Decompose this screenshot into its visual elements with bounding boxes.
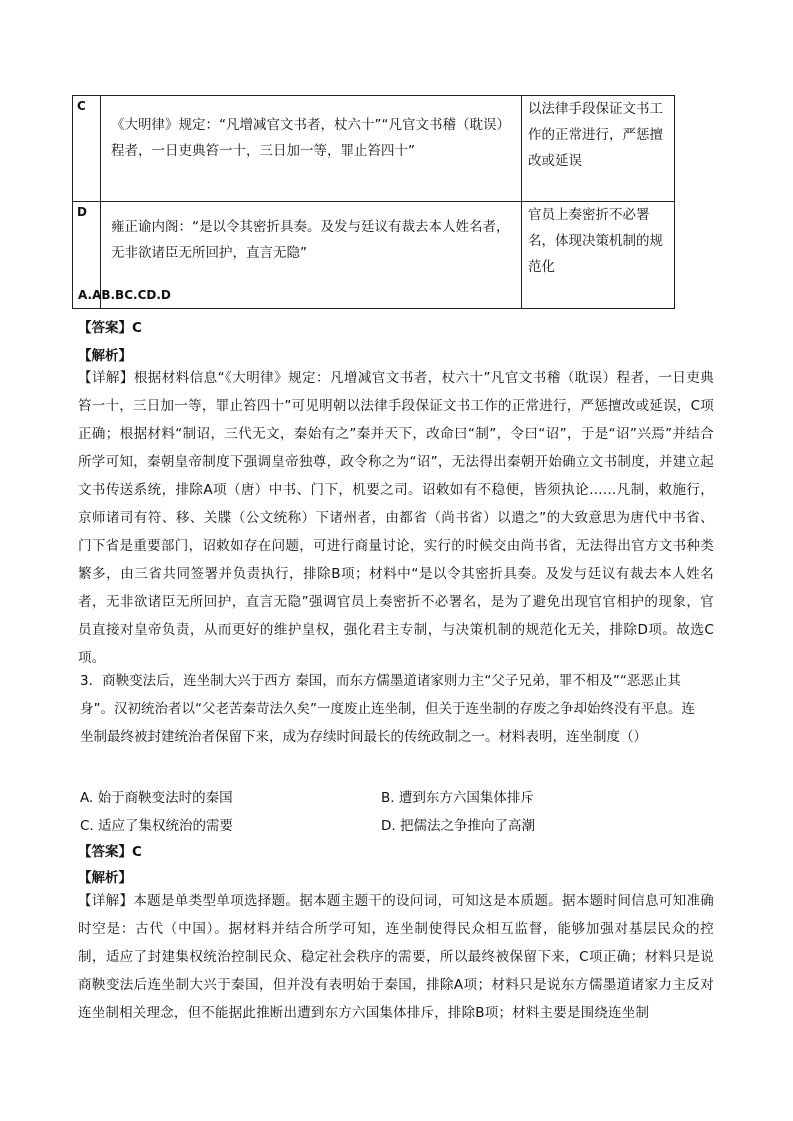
option-material: 《大明律》规定：“凡增减官文书者，杖六十”“凡官文书稽（耽误）程者，一日吏典笞一十，三日加一等，罪止笞四十” [101,96,522,202]
q3-analysis-label: 【解析】 [78,870,132,886]
q3-option-c: C. 适应了集权统治的需要 [80,818,234,834]
option-letter: D [73,202,101,309]
option-conclusion: 以法律手段保证文书工作的正常进行，严惩擅改或延误 [522,96,675,202]
q2-answer-label: 【答案】C [78,320,142,336]
q2-analysis-label: 【解析】 [78,348,132,364]
option-material: 雍正谕内阁：“是以令其密折具奏。及发与廷议有裁去本人姓名者，无非欲诸臣无所回护，直言无隐” [101,202,522,309]
q2-detail-explanation: 【详解】根据材料信息“《大明律》规定：凡增减官文书者，杖六十”凡官文书稽（耽误）程者，一日吏典笞一十，三日加一等，罪止笞四十”可见明朝以法律手段保证文书工作的正常进行，严惩擅改或延误，C项正确；根据材料“制诏，三代无文，秦始有之”秦并天下，改命曰“制”，令曰“诏”，于是“诏”兴焉”并结合所学可知，秦朝皇帝制度下强调皇帝独尊，政令称之为“诏”，无法得出秦朝开始确立文书制度，并建立起文书传送系统，排除A项（唐）中书、门下，机要之司。诏敕如有不稳便，皆须执论……凡制，敕施行，京师诸司有符、移、关牒（公文统称）下诸州者，由都省（尚书省）以遣之”的大致意思为唐代中书省、门下省是重要部门，诏敕如存在问题，可进行商量讨论，实行的时候交由尚书省，无法得出官方文书种类繁多，由三省共同签署并负责执行，排除B项；材料中“是以令其密折具奏。及发与廷议有裁去本人姓名者，无非欲诸臣无所回护，直言无隐”强调官员上奏密折不必署名，是为了避免出现官官相护的现象，官员直接对皇帝负责，从而更好的维护皇权，强化君主专制，与决策机制的规范化无关，排除D项。故选C项。 [78,370,714,666]
q3-detail-explanation: 【详解】本题是单类型单项选择题。据本题主题干的设问词，可知这是本质题。据本题时间信息可知准确时空是：古代（中国）。据材料并结合所学可知，连坐制使得民众相互监督，能够加强对基层民众的控制，适应了封建集权统治控制民众、稳定社会秩序的需要，所以最终被保留下来，C项正确；材料只是说商鞅变法后连坐制大兴于秦国，但并没有表明始于秦国，排除A项；材料只是说东方儒墨道诸家力主反对连坐制相关理念，但不能据此推断出遭到东方六国集体排斥，排除B项；材料主要是围绕连坐制 [78,893,714,1021]
option-conclusion: 官员上奏密折不必署名，体现决策机制的规范化 [522,202,675,309]
q3-option-d: D. 把儒法之争推向了高潮 [381,818,535,834]
q3-answer-label: 【答案】C [78,844,142,860]
options-table [72,95,675,309]
q3-option-a: A. 始于商鞅变法时的秦国 [80,790,233,806]
q3-stem: 3．商鞅变法后，连坐制大兴于西方 秦国，而东方儒墨道诸家则力主“父子兄弟，罪不相及”“恶恶止其身”。汉初统治者以“父老苦秦苛法久矣”一度废止连坐制，但关于连坐制的存废之争却始终没有平息。连坐制最终被封建统治者保留下来，成为存续时间最长的传统政制之一。材料表明，连坐制度（） [80,673,695,745]
option-letter: C [73,96,101,202]
table-row [73,96,675,202]
answer-choices-line: A.AB.BC.CD.D [78,288,171,302]
q3-option-b: B. 遭到东方六国集体排斥 [381,790,534,806]
